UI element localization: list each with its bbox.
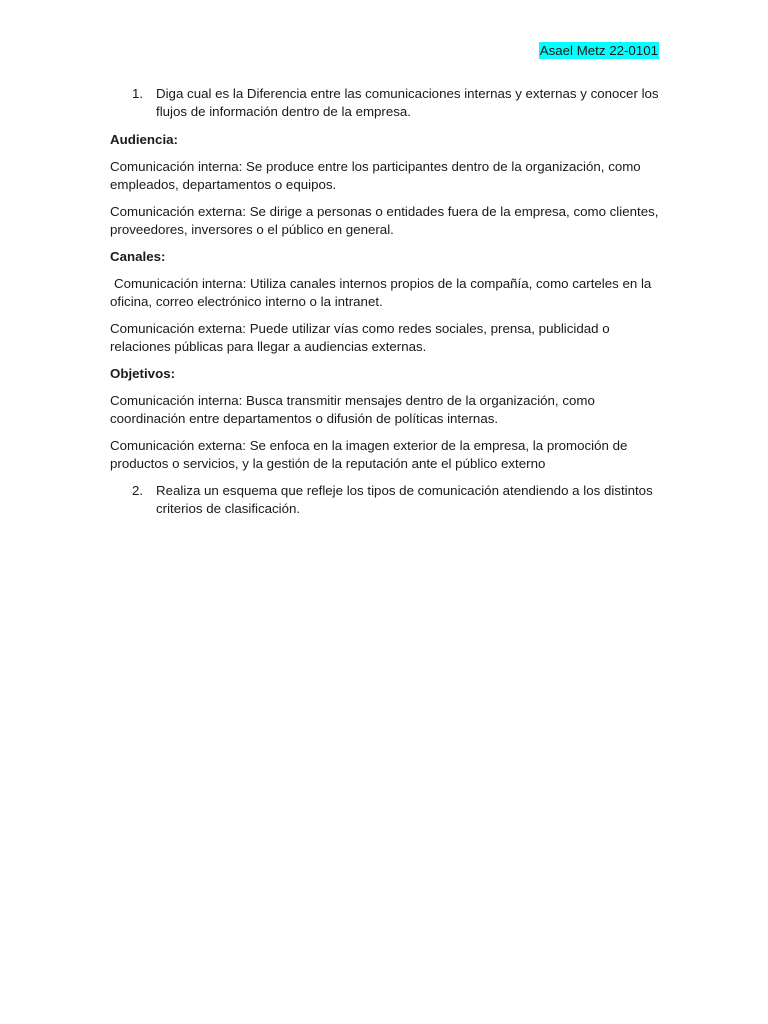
section-heading-audiencia: Audiencia: xyxy=(110,132,178,147)
paragraph-internal: Comunicación interna: Utiliza canales internos propios de la compañía, como carteles en la oficina, correo electrónico interno o la intranet. xyxy=(110,276,652,309)
section-heading-objetivos: Objetivos: xyxy=(110,366,176,381)
paragraph-internal: Comunicación interna: Se produce entre los participantes dentro de la organización, como empleados, departamentos o equipos. xyxy=(110,159,641,192)
question-text: Realiza un esquema que refleje los tipos de comunicación atendiendo a los distintos criterios de clasificación. xyxy=(156,483,653,516)
question-item xyxy=(110,482,660,518)
author-label: Asael Metz 22-0101 xyxy=(539,43,658,58)
question-number: 2. xyxy=(132,483,144,498)
paragraph-internal: Comunicación interna: Busca transmitir mensajes dentro de la organización, como coordinación entre departamentos o difusión de políticas internas. xyxy=(110,393,595,426)
question-number: 1. xyxy=(132,86,144,101)
section-heading-canales: Canales: xyxy=(110,249,166,264)
question-item xyxy=(110,85,660,121)
document-body xyxy=(110,85,660,528)
paragraph-external: Comunicación externa: Puede utilizar vías como redes sociales, prensa, publicidad o relaciones públicas para llegar a audiencias externas. xyxy=(110,321,610,354)
paragraph-external: Comunicación externa: Se dirige a personas o entidades fuera de la empresa, como clientes, proveedores, inversores o el público en general. xyxy=(110,204,659,237)
question-text: Diga cual es la Diferencia entre las comunicaciones internas y externas y conocer los flujos de información dentro de la empresa. xyxy=(156,86,659,119)
paragraph-external: Comunicación externa: Se enfoca en la imagen exterior de la empresa, la promoción de productos o servicios, y la gestión de la reputación ante el público externo xyxy=(110,438,628,471)
